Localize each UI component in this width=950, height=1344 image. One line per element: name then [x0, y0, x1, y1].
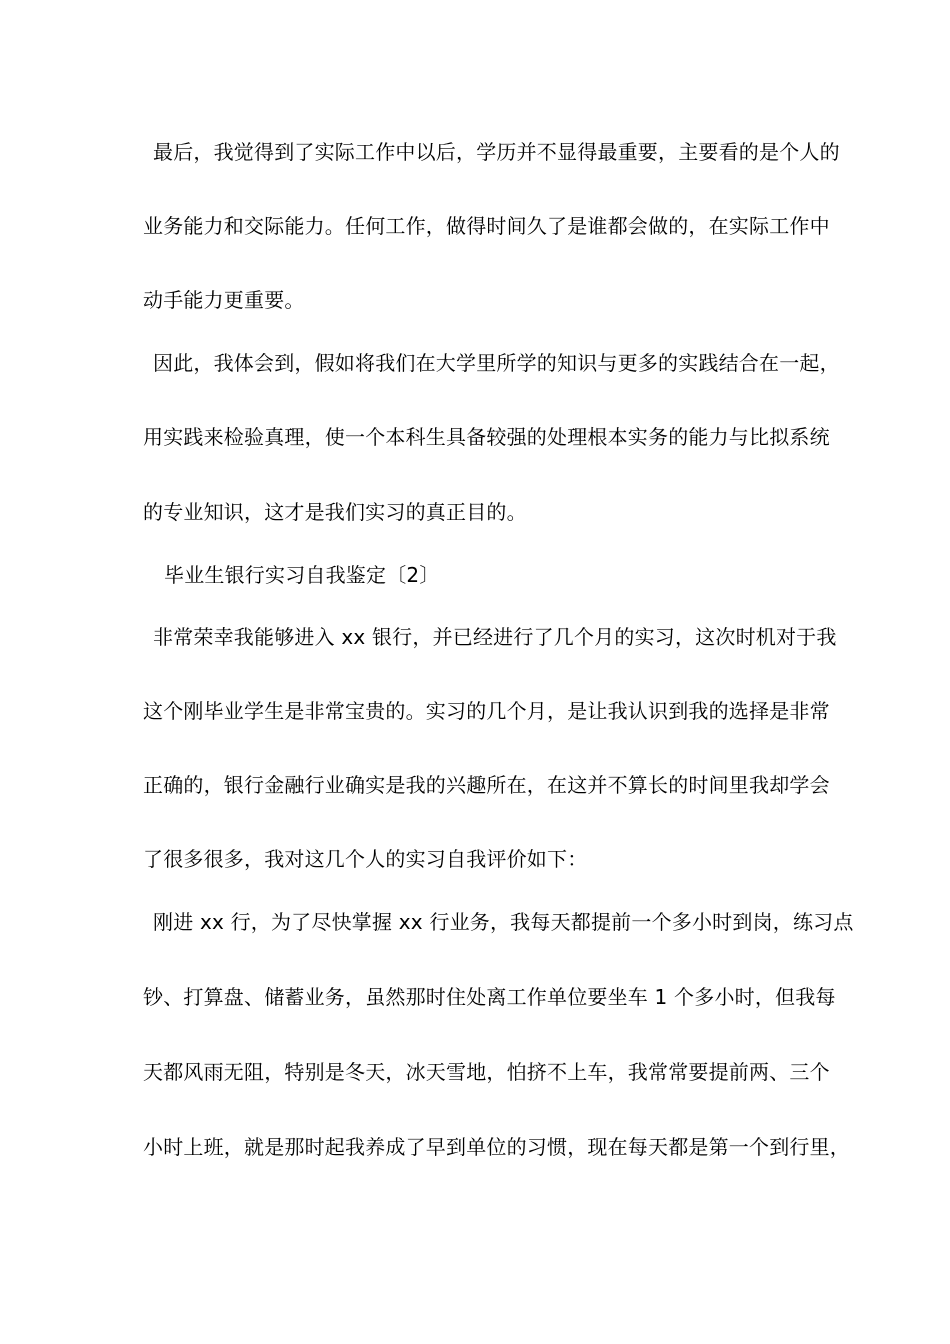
paragraph-line: 因此，我体会到，假如将我们在大学里所学的知识与更多的实践结合在一起，	[153, 351, 840, 375]
paragraph-line: 动手能力更重要。	[143, 288, 305, 312]
paragraph-line: 刚进 xx 行，为了尽快掌握 xx 行业务，我每天都提前一个多小时到岗，练习点	[153, 910, 854, 934]
paragraph-line: 钞、打算盘、储蓄业务，虽然那时住处离工作单位要坐车 1 个多小时，但我每	[143, 985, 836, 1009]
section-heading: 毕业生银行实习自我鉴定〔2〕	[164, 563, 440, 587]
paragraph-line: 非常荣幸我能够进入 xx 银行，并已经进行了几个月的实习，这次时机对于我	[153, 625, 837, 649]
paragraph-line: 天都风雨无阻，特别是冬天，冰天雪地，怕挤不上车，我常常要提前两、三个	[143, 1060, 830, 1084]
paragraph-line: 最后，我觉得到了实际工作中以后，学历并不显得最重要，主要看的是个人的	[153, 140, 840, 164]
paragraph-line: 的专业知识，这才是我们实习的真正目的。	[143, 500, 527, 524]
paragraph-line: 业务能力和交际能力。任何工作，做得时间久了是谁都会做的，在实际工作中	[143, 214, 830, 238]
paragraph-line: 小时上班，就是那时起我养成了早到单位的习惯，现在每天都是第一个到行里，	[143, 1135, 850, 1159]
paragraph-line: 用实践来检验真理，使一个本科生具备较强的处理根本实务的能力与比拟系统	[143, 425, 830, 449]
paragraph-line: 这个刚毕业学生是非常宝贵的。实习的几个月，是让我认识到我的选择是非常	[143, 699, 830, 723]
paragraph-line: 正确的，银行金融行业确实是我的兴趣所在，在这并不算长的时间里我却学会	[143, 773, 830, 797]
paragraph-line: 了很多很多，我对这几个人的实习自我评价如下：	[143, 847, 588, 871]
